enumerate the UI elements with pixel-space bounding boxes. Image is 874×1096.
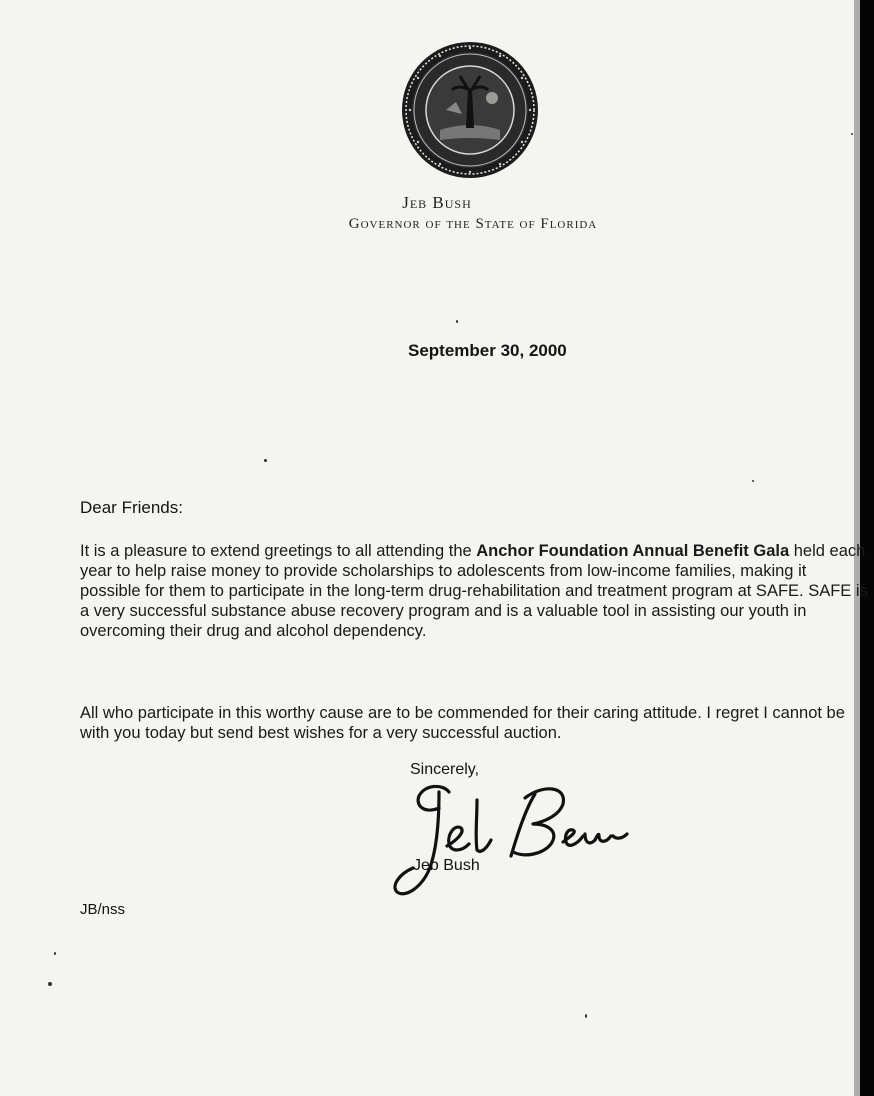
signer-name: Jeb Bush: [413, 857, 480, 874]
letterhead-title: Governor of the State of Florida: [348, 216, 598, 232]
event-name: Anchor Foundation Annual Benefit Gala: [476, 542, 790, 560]
scan-speck: [752, 480, 754, 482]
body-paragraph-1: [80, 541, 870, 641]
handwritten-signature: [385, 770, 645, 910]
salutation: Dear Friends:: [80, 498, 183, 517]
florida-seal-icon: [400, 40, 540, 180]
scan-speck: [585, 1014, 587, 1018]
body-paragraph-2: All who participate in this worthy cause are to be commended for their caring attitude. I regret I cannot be with you today but send best wishes for a very successful auction.: [80, 704, 845, 742]
scan-speck: [456, 320, 458, 323]
scan-speck: [851, 133, 853, 135]
paragraph-1-rest: held each year to help raise money to provide scholarships to adolescents from low-income families, making it possible for them to participate in the long-term drug-rehabilitation and treatment program at SAFE. SAFE is a very successful substance abuse recovery program and is a valuable tool in assisting our youth in overcoming their drug and alcohol dependency.: [80, 542, 868, 640]
scan-speck: [264, 459, 267, 462]
letterhead-name: Jeb Bush: [402, 193, 472, 212]
letter-date: September 30, 2000: [408, 341, 567, 360]
scan-speck: [54, 952, 56, 955]
typist-initials: JB/nss: [80, 901, 126, 918]
paragraph-1-intro: It is a pleasure to extend greetings to all attending the: [80, 542, 477, 560]
scan-speck: [48, 982, 52, 986]
closing: Sincerely,: [410, 761, 480, 778]
